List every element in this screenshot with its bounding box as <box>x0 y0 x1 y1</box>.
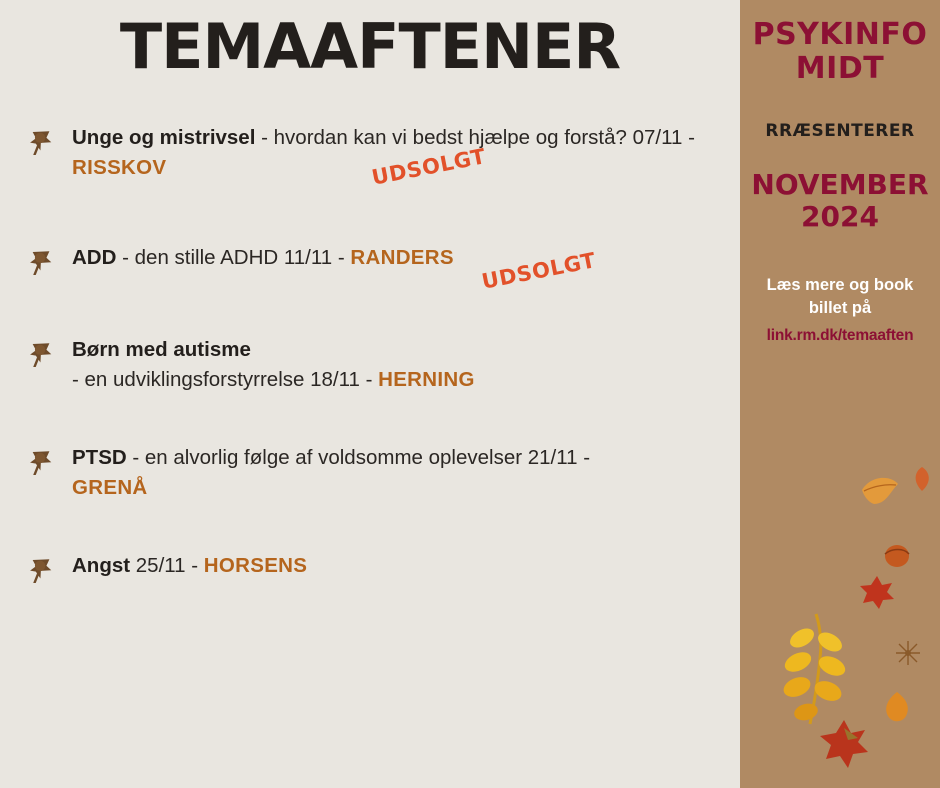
leaf-icon <box>858 575 896 616</box>
leaf-icon <box>910 466 934 497</box>
booking-text: Læs mere og book billet på <box>766 275 914 318</box>
event-desc: - hvordan kan vi bedst hjælpe og forstå? 07/11 - <box>255 126 695 150</box>
pushpin-icon <box>26 445 60 475</box>
page-title: TEMAAFTENER <box>119 10 621 83</box>
list-item <box>26 551 740 591</box>
month-label: NOVEMBER <box>751 168 929 202</box>
event-title: ADD <box>72 246 117 270</box>
event-title: Angst <box>72 554 131 578</box>
event-city: GRENÅ <box>72 475 148 499</box>
event-city: RANDERS <box>350 246 454 270</box>
event-text <box>72 243 740 273</box>
event-desc: - en alvorlig følge af voldsomme oplevelser 21/11 - <box>126 446 591 470</box>
booking-link[interactable]: link.rm.dk/temaaften <box>766 327 914 345</box>
event-title: Børn med autisme <box>72 338 251 362</box>
leaf-icon <box>882 540 912 575</box>
brand-name-line1: PSYKINFO <box>752 17 928 52</box>
event-desc: 25/11 - <box>130 554 204 578</box>
leaf-icon <box>818 718 870 775</box>
event-city: RISSKOV <box>72 155 167 179</box>
year-label: 2024 <box>801 200 879 234</box>
presents-label: RRÆSENTERER <box>765 121 915 142</box>
list-item <box>26 123 740 201</box>
event-title: PTSD <box>72 446 127 470</box>
list-item <box>26 335 740 401</box>
leaf-icon <box>880 690 914 729</box>
pushpin-icon <box>26 125 60 155</box>
status-badge: UDSOLGT <box>479 248 598 294</box>
leaf-icon <box>770 608 862 733</box>
poster-sidebar <box>740 0 940 788</box>
brand-name-line2: MIDT <box>795 50 885 86</box>
status-badge: UDSOLGT <box>369 144 488 190</box>
pushpin-icon <box>26 553 60 583</box>
pushpin-icon <box>26 245 60 275</box>
event-city: HORSENS <box>203 554 308 578</box>
event-desc: - den stille ADHD 11/11 - <box>116 246 351 270</box>
event-text <box>72 443 740 502</box>
leaf-icon <box>858 470 902 515</box>
event-list <box>0 123 740 591</box>
pushpin-icon <box>26 337 60 367</box>
event-text <box>72 551 740 581</box>
list-item <box>26 443 740 509</box>
event-text <box>72 335 740 394</box>
event-desc: - en udviklingsforstyrrelse 18/11 - <box>72 367 379 391</box>
event-city: HERNING <box>378 367 475 391</box>
event-title: Unge og mistrivsel <box>72 126 256 150</box>
leaf-icon <box>895 640 921 671</box>
list-item <box>26 243 740 293</box>
